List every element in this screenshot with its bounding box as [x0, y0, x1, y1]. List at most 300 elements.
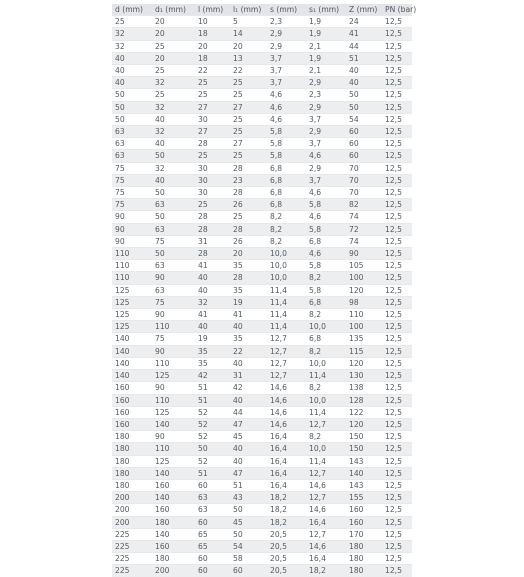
cell-d1: 125 [152, 455, 195, 467]
cell-s1: 2,3 [306, 89, 346, 101]
cell-l: 52 [195, 418, 230, 430]
table-row [112, 223, 412, 235]
cell-d1: 90 [152, 382, 195, 394]
cell-z: 120 [346, 418, 382, 430]
cell-d1: 63 [152, 260, 195, 272]
cell-z: 90 [346, 248, 382, 260]
cell-d: 40 [112, 77, 152, 89]
header-l1: l₁ (mm) [230, 4, 267, 16]
table-row [112, 211, 412, 223]
cell-l1: 40 [230, 455, 267, 467]
cell-s: 16,4 [267, 431, 306, 443]
table-row [112, 65, 412, 77]
table-row [112, 235, 412, 247]
table-row [112, 28, 412, 40]
cell-pn: 12,5 [382, 321, 412, 333]
table-row [112, 418, 412, 430]
cell-l1: 54 [230, 540, 267, 552]
cell-z: 180 [346, 565, 382, 577]
cell-d1: 63 [152, 199, 195, 211]
cell-l: 18 [195, 28, 230, 40]
cell-z: 100 [346, 321, 382, 333]
cell-s: 6,8 [267, 162, 306, 174]
cell-l1: 50 [230, 528, 267, 540]
cell-pn: 12,5 [382, 150, 412, 162]
cell-d: 110 [112, 260, 152, 272]
cell-d: 125 [112, 296, 152, 308]
cell-d: 180 [112, 431, 152, 443]
cell-l: 51 [195, 394, 230, 406]
cell-d1: 50 [152, 187, 195, 199]
table-row [112, 357, 412, 369]
cell-l1: 28 [230, 187, 267, 199]
cell-z: 138 [346, 382, 382, 394]
table-row [112, 528, 412, 540]
cell-pn: 12,5 [382, 235, 412, 247]
cell-s: 11,4 [267, 296, 306, 308]
cell-d1: 110 [152, 394, 195, 406]
cell-s: 4,6 [267, 89, 306, 101]
cell-pn: 12,5 [382, 248, 412, 260]
table-row [112, 394, 412, 406]
cell-d: 90 [112, 211, 152, 223]
cell-l1: 26 [230, 199, 267, 211]
cell-s: 4,6 [267, 101, 306, 113]
cell-l: 63 [195, 492, 230, 504]
cell-s: 18,2 [267, 504, 306, 516]
dimension-table-sheet [112, 4, 417, 577]
cell-s: 20,5 [267, 540, 306, 552]
cell-z: 74 [346, 235, 382, 247]
cell-s: 11,4 [267, 309, 306, 321]
cell-l: 32 [195, 296, 230, 308]
cell-s1: 10,0 [306, 321, 346, 333]
cell-pn: 12,5 [382, 333, 412, 345]
cell-s: 11,4 [267, 321, 306, 333]
cell-l: 25 [195, 199, 230, 211]
cell-d1: 32 [152, 162, 195, 174]
cell-d: 32 [112, 40, 152, 52]
table-row [112, 321, 412, 333]
cell-z: 74 [346, 211, 382, 223]
cell-l: 28 [195, 138, 230, 150]
table-row [112, 406, 412, 418]
cell-s1: 6,8 [306, 296, 346, 308]
table-row [112, 126, 412, 138]
cell-s: 6,8 [267, 199, 306, 211]
cell-l: 28 [195, 248, 230, 260]
table-row [112, 150, 412, 162]
cell-s: 20,5 [267, 528, 306, 540]
cell-d1: 20 [152, 16, 195, 28]
cell-s: 5,8 [267, 126, 306, 138]
cell-z: 41 [346, 28, 382, 40]
table-body [112, 16, 412, 577]
cell-l: 41 [195, 309, 230, 321]
table-row [112, 101, 412, 113]
cell-d: 140 [112, 370, 152, 382]
table-row [112, 345, 412, 357]
cell-d: 90 [112, 235, 152, 247]
table-row [112, 540, 412, 552]
header-s1: s₁ (mm) [306, 4, 346, 16]
cell-d1: 75 [152, 235, 195, 247]
cell-d1: 20 [152, 52, 195, 64]
table-row [112, 296, 412, 308]
cell-s1: 11,4 [306, 406, 346, 418]
cell-d: 140 [112, 357, 152, 369]
cell-pn: 12,5 [382, 516, 412, 528]
cell-pn: 12,5 [382, 370, 412, 382]
cell-pn: 12,5 [382, 455, 412, 467]
cell-s1: 12,7 [306, 467, 346, 479]
table-row [112, 138, 412, 150]
cell-d1: 125 [152, 406, 195, 418]
cell-pn: 12,5 [382, 101, 412, 113]
cell-d: 63 [112, 138, 152, 150]
cell-l1: 58 [230, 553, 267, 565]
cell-s: 16,4 [267, 467, 306, 479]
cell-d: 160 [112, 406, 152, 418]
cell-d: 140 [112, 345, 152, 357]
cell-l1: 25 [230, 150, 267, 162]
table-row [112, 443, 412, 455]
cell-z: 51 [346, 52, 382, 64]
table-row [112, 52, 412, 64]
cell-s1: 12,7 [306, 492, 346, 504]
cell-z: 72 [346, 223, 382, 235]
cell-pn: 12,5 [382, 211, 412, 223]
header-d: d (mm) [112, 4, 152, 16]
cell-pn: 12,5 [382, 28, 412, 40]
cell-d1: 75 [152, 296, 195, 308]
cell-d: 200 [112, 516, 152, 528]
cell-d: 110 [112, 272, 152, 284]
table-row [112, 516, 412, 528]
cell-pn: 12,5 [382, 357, 412, 369]
cell-z: 110 [346, 309, 382, 321]
cell-pn: 12,5 [382, 187, 412, 199]
cell-d: 125 [112, 284, 152, 296]
table-row [112, 455, 412, 467]
cell-d1: 180 [152, 553, 195, 565]
cell-s1: 3,7 [306, 113, 346, 125]
table-row [112, 187, 412, 199]
cell-l1: 14 [230, 28, 267, 40]
cell-l1: 22 [230, 65, 267, 77]
table-row [112, 553, 412, 565]
cell-d1: 140 [152, 467, 195, 479]
cell-d: 180 [112, 455, 152, 467]
cell-l1: 47 [230, 418, 267, 430]
table-row [112, 272, 412, 284]
cell-z: 155 [346, 492, 382, 504]
cell-s: 18,2 [267, 516, 306, 528]
cell-s: 14,6 [267, 406, 306, 418]
cell-d1: 40 [152, 113, 195, 125]
cell-d1: 90 [152, 272, 195, 284]
cell-z: 135 [346, 333, 382, 345]
cell-l: 31 [195, 235, 230, 247]
cell-z: 60 [346, 138, 382, 150]
cell-d1: 90 [152, 431, 195, 443]
cell-l: 40 [195, 321, 230, 333]
table-row [112, 89, 412, 101]
cell-s: 2,9 [267, 40, 306, 52]
cell-l: 65 [195, 528, 230, 540]
table-row [112, 162, 412, 174]
cell-pn: 12,5 [382, 284, 412, 296]
cell-d1: 75 [152, 333, 195, 345]
header-s: s (mm) [267, 4, 306, 16]
cell-l1: 41 [230, 309, 267, 321]
cell-s1: 16,4 [306, 553, 346, 565]
cell-s1: 8,2 [306, 431, 346, 443]
cell-s: 16,4 [267, 479, 306, 491]
cell-s1: 6,8 [306, 333, 346, 345]
cell-l: 28 [195, 211, 230, 223]
table-row [112, 16, 412, 28]
cell-s1: 1,9 [306, 52, 346, 64]
cell-l1: 40 [230, 443, 267, 455]
cell-d: 90 [112, 223, 152, 235]
cell-l: 51 [195, 467, 230, 479]
cell-l1: 35 [230, 284, 267, 296]
cell-l: 52 [195, 455, 230, 467]
cell-d: 63 [112, 150, 152, 162]
cell-d: 75 [112, 162, 152, 174]
cell-s: 4,6 [267, 113, 306, 125]
cell-z: 100 [346, 272, 382, 284]
table-row [112, 260, 412, 272]
cell-d1: 63 [152, 284, 195, 296]
cell-pn: 12,5 [382, 296, 412, 308]
cell-d1: 140 [152, 492, 195, 504]
cell-s: 8,2 [267, 235, 306, 247]
cell-s1: 1,9 [306, 28, 346, 40]
cell-l1: 20 [230, 248, 267, 260]
cell-d1: 20 [152, 28, 195, 40]
cell-s1: 4,6 [306, 211, 346, 223]
cell-pn: 12,5 [382, 309, 412, 321]
cell-l1: 45 [230, 516, 267, 528]
cell-d: 125 [112, 321, 152, 333]
cell-d1: 110 [152, 321, 195, 333]
table-row [112, 382, 412, 394]
cell-d: 160 [112, 382, 152, 394]
cell-s1: 2,1 [306, 65, 346, 77]
cell-d: 140 [112, 333, 152, 345]
table-row [112, 565, 412, 577]
cell-pn: 12,5 [382, 418, 412, 430]
cell-pn: 12,5 [382, 89, 412, 101]
cell-l: 41 [195, 260, 230, 272]
cell-l: 30 [195, 187, 230, 199]
cell-s: 18,2 [267, 492, 306, 504]
cell-l: 30 [195, 174, 230, 186]
cell-z: 143 [346, 479, 382, 491]
cell-s1: 8,2 [306, 382, 346, 394]
cell-l1: 25 [230, 211, 267, 223]
cell-d1: 25 [152, 65, 195, 77]
cell-l: 20 [195, 40, 230, 52]
cell-z: 160 [346, 516, 382, 528]
cell-d: 75 [112, 187, 152, 199]
header-d1: d₁ (mm) [152, 4, 195, 16]
cell-l1: 25 [230, 77, 267, 89]
cell-pn: 12,5 [382, 199, 412, 211]
cell-s: 6,8 [267, 174, 306, 186]
cell-s1: 5,8 [306, 223, 346, 235]
cell-s1: 10,0 [306, 443, 346, 455]
cell-s1: 3,7 [306, 138, 346, 150]
dimension-table [112, 4, 417, 577]
cell-l: 40 [195, 284, 230, 296]
cell-l1: 23 [230, 174, 267, 186]
cell-z: 54 [346, 113, 382, 125]
cell-d1: 50 [152, 150, 195, 162]
cell-s1: 14,6 [306, 540, 346, 552]
cell-s1: 4,6 [306, 248, 346, 260]
cell-s1: 11,4 [306, 370, 346, 382]
cell-d: 225 [112, 565, 152, 577]
cell-d: 25 [112, 16, 152, 28]
cell-d: 160 [112, 394, 152, 406]
cell-l: 28 [195, 223, 230, 235]
cell-l: 60 [195, 553, 230, 565]
cell-l1: 31 [230, 370, 267, 382]
cell-l1: 20 [230, 40, 267, 52]
cell-s1: 4,6 [306, 187, 346, 199]
cell-s1: 18,2 [306, 565, 346, 577]
cell-z: 170 [346, 528, 382, 540]
cell-z: 130 [346, 370, 382, 382]
cell-z: 122 [346, 406, 382, 418]
cell-z: 70 [346, 174, 382, 186]
cell-pn: 12,5 [382, 565, 412, 577]
cell-s: 10,0 [267, 260, 306, 272]
cell-l1: 25 [230, 126, 267, 138]
cell-d1: 40 [152, 174, 195, 186]
cell-z: 160 [346, 504, 382, 516]
cell-z: 82 [346, 199, 382, 211]
table-row [112, 467, 412, 479]
cell-s1: 5,8 [306, 284, 346, 296]
cell-d: 50 [112, 89, 152, 101]
cell-s1: 2,9 [306, 77, 346, 89]
cell-z: 40 [346, 77, 382, 89]
cell-l: 30 [195, 113, 230, 125]
cell-l: 60 [195, 516, 230, 528]
cell-z: 60 [346, 150, 382, 162]
table-row [112, 284, 412, 296]
cell-d: 180 [112, 479, 152, 491]
cell-pn: 12,5 [382, 504, 412, 516]
cell-s1: 14,6 [306, 479, 346, 491]
cell-s1: 12,7 [306, 418, 346, 430]
cell-z: 98 [346, 296, 382, 308]
header-z: Z (mm) [346, 4, 382, 16]
cell-d: 63 [112, 126, 152, 138]
cell-s: 3,7 [267, 77, 306, 89]
cell-z: 140 [346, 467, 382, 479]
header-l: l (mm) [195, 4, 230, 16]
cell-l1: 45 [230, 431, 267, 443]
table-row [112, 174, 412, 186]
cell-d: 50 [112, 101, 152, 113]
cell-d: 40 [112, 65, 152, 77]
cell-s: 12,7 [267, 345, 306, 357]
cell-pn: 12,5 [382, 52, 412, 64]
cell-l1: 28 [230, 223, 267, 235]
cell-l: 18 [195, 52, 230, 64]
cell-d1: 25 [152, 40, 195, 52]
table-row [112, 113, 412, 125]
cell-d: 125 [112, 309, 152, 321]
cell-s1: 14,6 [306, 504, 346, 516]
cell-pn: 12,5 [382, 540, 412, 552]
cell-l1: 27 [230, 101, 267, 113]
cell-z: 50 [346, 89, 382, 101]
cell-s: 3,7 [267, 52, 306, 64]
cell-s1: 6,8 [306, 235, 346, 247]
cell-l1: 47 [230, 467, 267, 479]
cell-d: 225 [112, 540, 152, 552]
cell-z: 24 [346, 16, 382, 28]
cell-s: 5,8 [267, 150, 306, 162]
cell-d1: 160 [152, 540, 195, 552]
cell-pn: 12,5 [382, 406, 412, 418]
cell-d1: 110 [152, 357, 195, 369]
cell-s1: 11,4 [306, 455, 346, 467]
header-pn: PN (bar) [382, 4, 412, 16]
cell-s: 12,7 [267, 370, 306, 382]
cell-pn: 12,5 [382, 126, 412, 138]
cell-pn: 12,5 [382, 138, 412, 150]
cell-l1: 35 [230, 333, 267, 345]
cell-z: 128 [346, 394, 382, 406]
cell-pn: 12,5 [382, 223, 412, 235]
cell-z: 143 [346, 455, 382, 467]
cell-d1: 125 [152, 370, 195, 382]
cell-l1: 42 [230, 382, 267, 394]
cell-pn: 12,5 [382, 174, 412, 186]
cell-pn: 12,5 [382, 443, 412, 455]
header-row [112, 4, 412, 16]
cell-l: 42 [195, 370, 230, 382]
cell-s: 10,0 [267, 272, 306, 284]
cell-l: 25 [195, 150, 230, 162]
cell-l: 10 [195, 16, 230, 28]
cell-s: 2,9 [267, 28, 306, 40]
cell-s: 12,7 [267, 333, 306, 345]
cell-d: 32 [112, 28, 152, 40]
cell-s1: 1,9 [306, 16, 346, 28]
cell-l1: 28 [230, 272, 267, 284]
cell-d: 75 [112, 199, 152, 211]
cell-l: 30 [195, 162, 230, 174]
cell-l: 27 [195, 126, 230, 138]
cell-pn: 12,5 [382, 65, 412, 77]
cell-l1: 40 [230, 321, 267, 333]
table-row [112, 431, 412, 443]
cell-s1: 16,4 [306, 516, 346, 528]
table-row [112, 77, 412, 89]
cell-s1: 3,7 [306, 174, 346, 186]
cell-d1: 140 [152, 528, 195, 540]
cell-z: 150 [346, 443, 382, 455]
cell-z: 105 [346, 260, 382, 272]
